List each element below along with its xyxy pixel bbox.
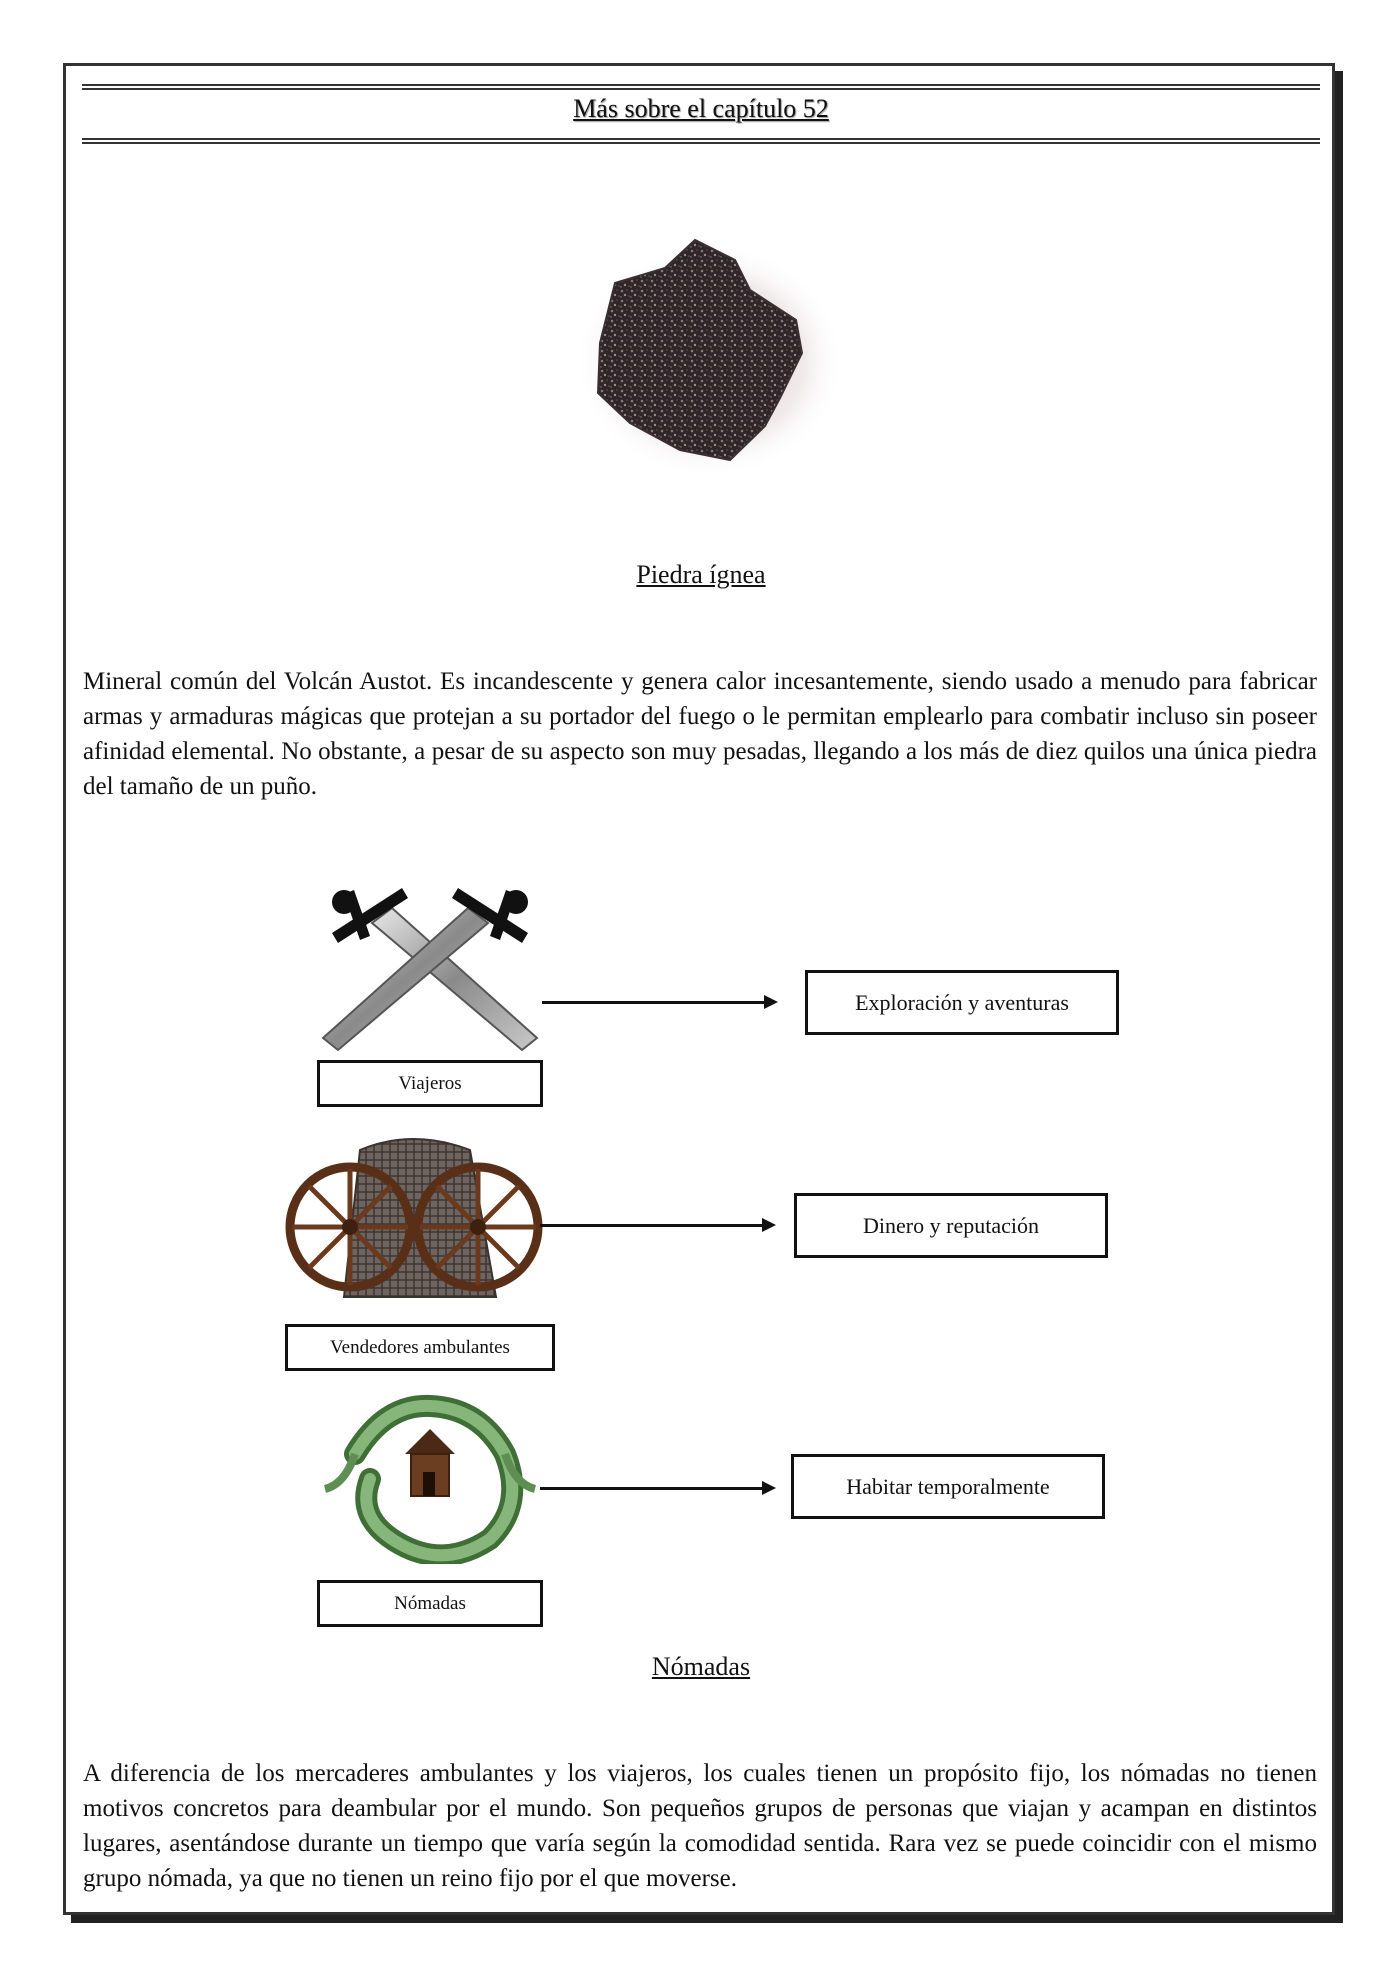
page-title: Más sobre el capítulo 52 — [573, 94, 829, 123]
nomads-description: A diferencia de los mercaderes ambulantes y los viajeros, los cuales tienen un propósito fijo, los nómadas no tienen motivos concretos para deambular por el mundo. Son pequeños grupos de personas que viajan y acampan en distintos lugares, asentándose durante un tiempo que varía según la comodidad sentida. Rara vez se puede coincidir con el mismo grupo nómada, ya que no tienen un reino fijo por el que moverse. — [83, 1760, 1317, 1892]
header-bottom-rule — [82, 138, 1320, 144]
arrow-nomadas — [540, 1487, 772, 1490]
goal-box-viajeros: Exploración y aventuras — [805, 970, 1119, 1035]
goal-box-vendedores: Dinero y reputación — [794, 1193, 1108, 1258]
stone-caption: Piedra ígnea — [636, 560, 766, 589]
goal-box-nomadas: Habitar temporalmente — [791, 1454, 1105, 1519]
group-label-nomadas: Nómadas — [317, 1580, 543, 1627]
group-label-viajeros: Viajeros — [317, 1060, 543, 1107]
arrow-vendedores — [540, 1224, 772, 1227]
header-top-rule — [82, 84, 1320, 90]
igneous-stone-image — [570, 228, 850, 478]
stone-description: Mineral común del Volcán Austot. Es incandescente y genera calor incesantemente, siendo usado a menudo para fabricar armas y armaduras mágicas que protejan a su portador del fuego o le permitan emplearlo para combatir incluso sin poseer afinidad elemental. No obstante, a pesar de su aspecto son muy pesadas, llegando a los más de diez quilos una única piedra del tamaño de un puño. — [83, 668, 1317, 800]
group-label-vendedores: Vendedores ambulantes — [285, 1324, 555, 1371]
cart-wheels-icon — [282, 1132, 544, 1312]
arrow-viajeros — [542, 1001, 774, 1004]
nomads-caption: Nómadas — [651, 1652, 751, 1681]
nomad-hut-icon — [315, 1394, 545, 1564]
crossed-swords-icon — [312, 878, 548, 1058]
